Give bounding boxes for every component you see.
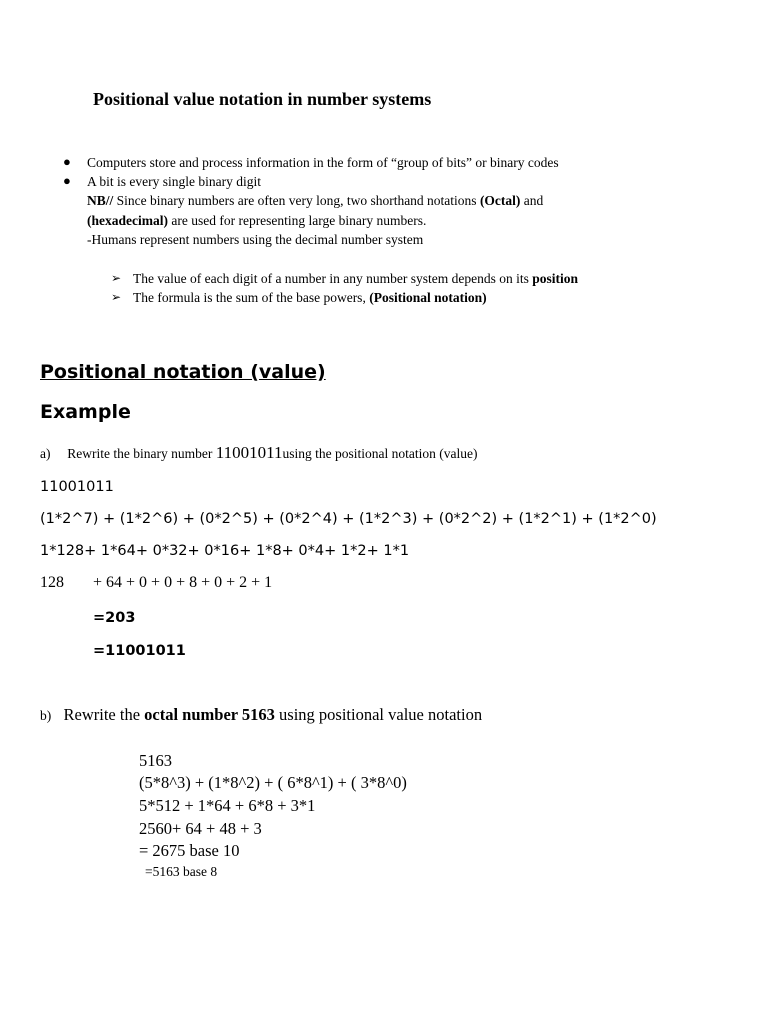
part-b-bold: octal number 5163 — [144, 705, 275, 724]
part-a-text: using the positional notation (value) — [282, 446, 478, 461]
part-a-sum-first: 128 — [40, 574, 64, 591]
bullet-dot-icon: ● — [63, 154, 71, 169]
part-b-question — [40, 705, 482, 725]
arrow-item — [133, 271, 578, 287]
part-a-marker: a) — [40, 446, 51, 461]
binary-number: 11001011 — [215, 443, 283, 462]
part-b-text: using positional value notation — [274, 705, 483, 724]
part-a-sum-rest: + 64 + 0 + 0 + 8 + 0 + 2 + 1 — [93, 574, 273, 591]
part-b-marker: b) — [40, 708, 52, 723]
bullet-item: A bit is every single binary digit — [87, 174, 261, 189]
nb-text: are used for representing large binary numbers. — [167, 213, 427, 228]
arrow-item-text: The value of each digit of a number in any number system depends on its — [133, 271, 533, 286]
nb-text: and — [520, 193, 544, 208]
part-a-question — [40, 443, 477, 463]
part-b-line: = 2675 base 10 — [139, 841, 240, 860]
arrow-item-bold: (Positional notation) — [369, 290, 487, 305]
nb-label: NB// — [87, 193, 114, 208]
arrow-bullet-icon: ➢ — [111, 271, 122, 285]
humans-line: -Humans represent numbers using the decimal number system — [87, 232, 424, 247]
page-title: Positional value notation in number systems — [93, 89, 432, 109]
nb-text: Since binary numbers are often very long, two shorthand notations — [113, 193, 480, 208]
part-b-text: Rewrite the — [63, 705, 145, 724]
part-a-text: Rewrite the binary number — [67, 446, 216, 461]
arrow-item-text: The formula is the sum of the base powers, — [133, 290, 370, 305]
part-b-last: =5163 base 8 — [145, 864, 218, 879]
arrow-bullet-icon: ➢ — [111, 290, 122, 304]
part-b-line: 2560+ 64 + 48 + 3 — [139, 819, 262, 838]
arrow-item — [133, 290, 487, 306]
part-a-result: =11001011 — [93, 643, 186, 659]
nb-line-1 — [87, 193, 543, 209]
octal-term: (Octal) — [479, 193, 521, 208]
part-a-result: =203 — [93, 610, 136, 626]
nb-line-2 — [87, 213, 426, 229]
part-b-line: (5*8^3) + (1*8^2) + ( 6*8^1) + ( 3*8^0) — [139, 773, 407, 792]
part-a-line: 11001011 — [40, 479, 114, 495]
hex-term: (hexadecimal) — [87, 213, 168, 228]
arrow-item-bold: position — [532, 271, 579, 286]
part-b-line: 5*512 + 1*64 + 6*8 + 3*1 — [139, 796, 316, 815]
part-a-line: (1*2^7) + (1*2^6) + (0*2^5) + (0*2^4) + (1*2^3) + (0*2^2) + (1*2^1) + (1*2^0) — [40, 511, 657, 527]
section-heading: Positional notation (value) — [40, 361, 326, 383]
example-heading: Example — [40, 401, 131, 423]
part-b-line: 5163 — [139, 751, 172, 770]
bullet-dot-icon: ● — [63, 173, 71, 188]
part-a-line: 1*128+ 1*64+ 0*32+ 0*16+ 1*8+ 0*4+ 1*2+ 1*1 — [40, 543, 410, 559]
bullet-item: Computers store and process information in the form of “group of bits” or binary codes — [87, 155, 559, 170]
